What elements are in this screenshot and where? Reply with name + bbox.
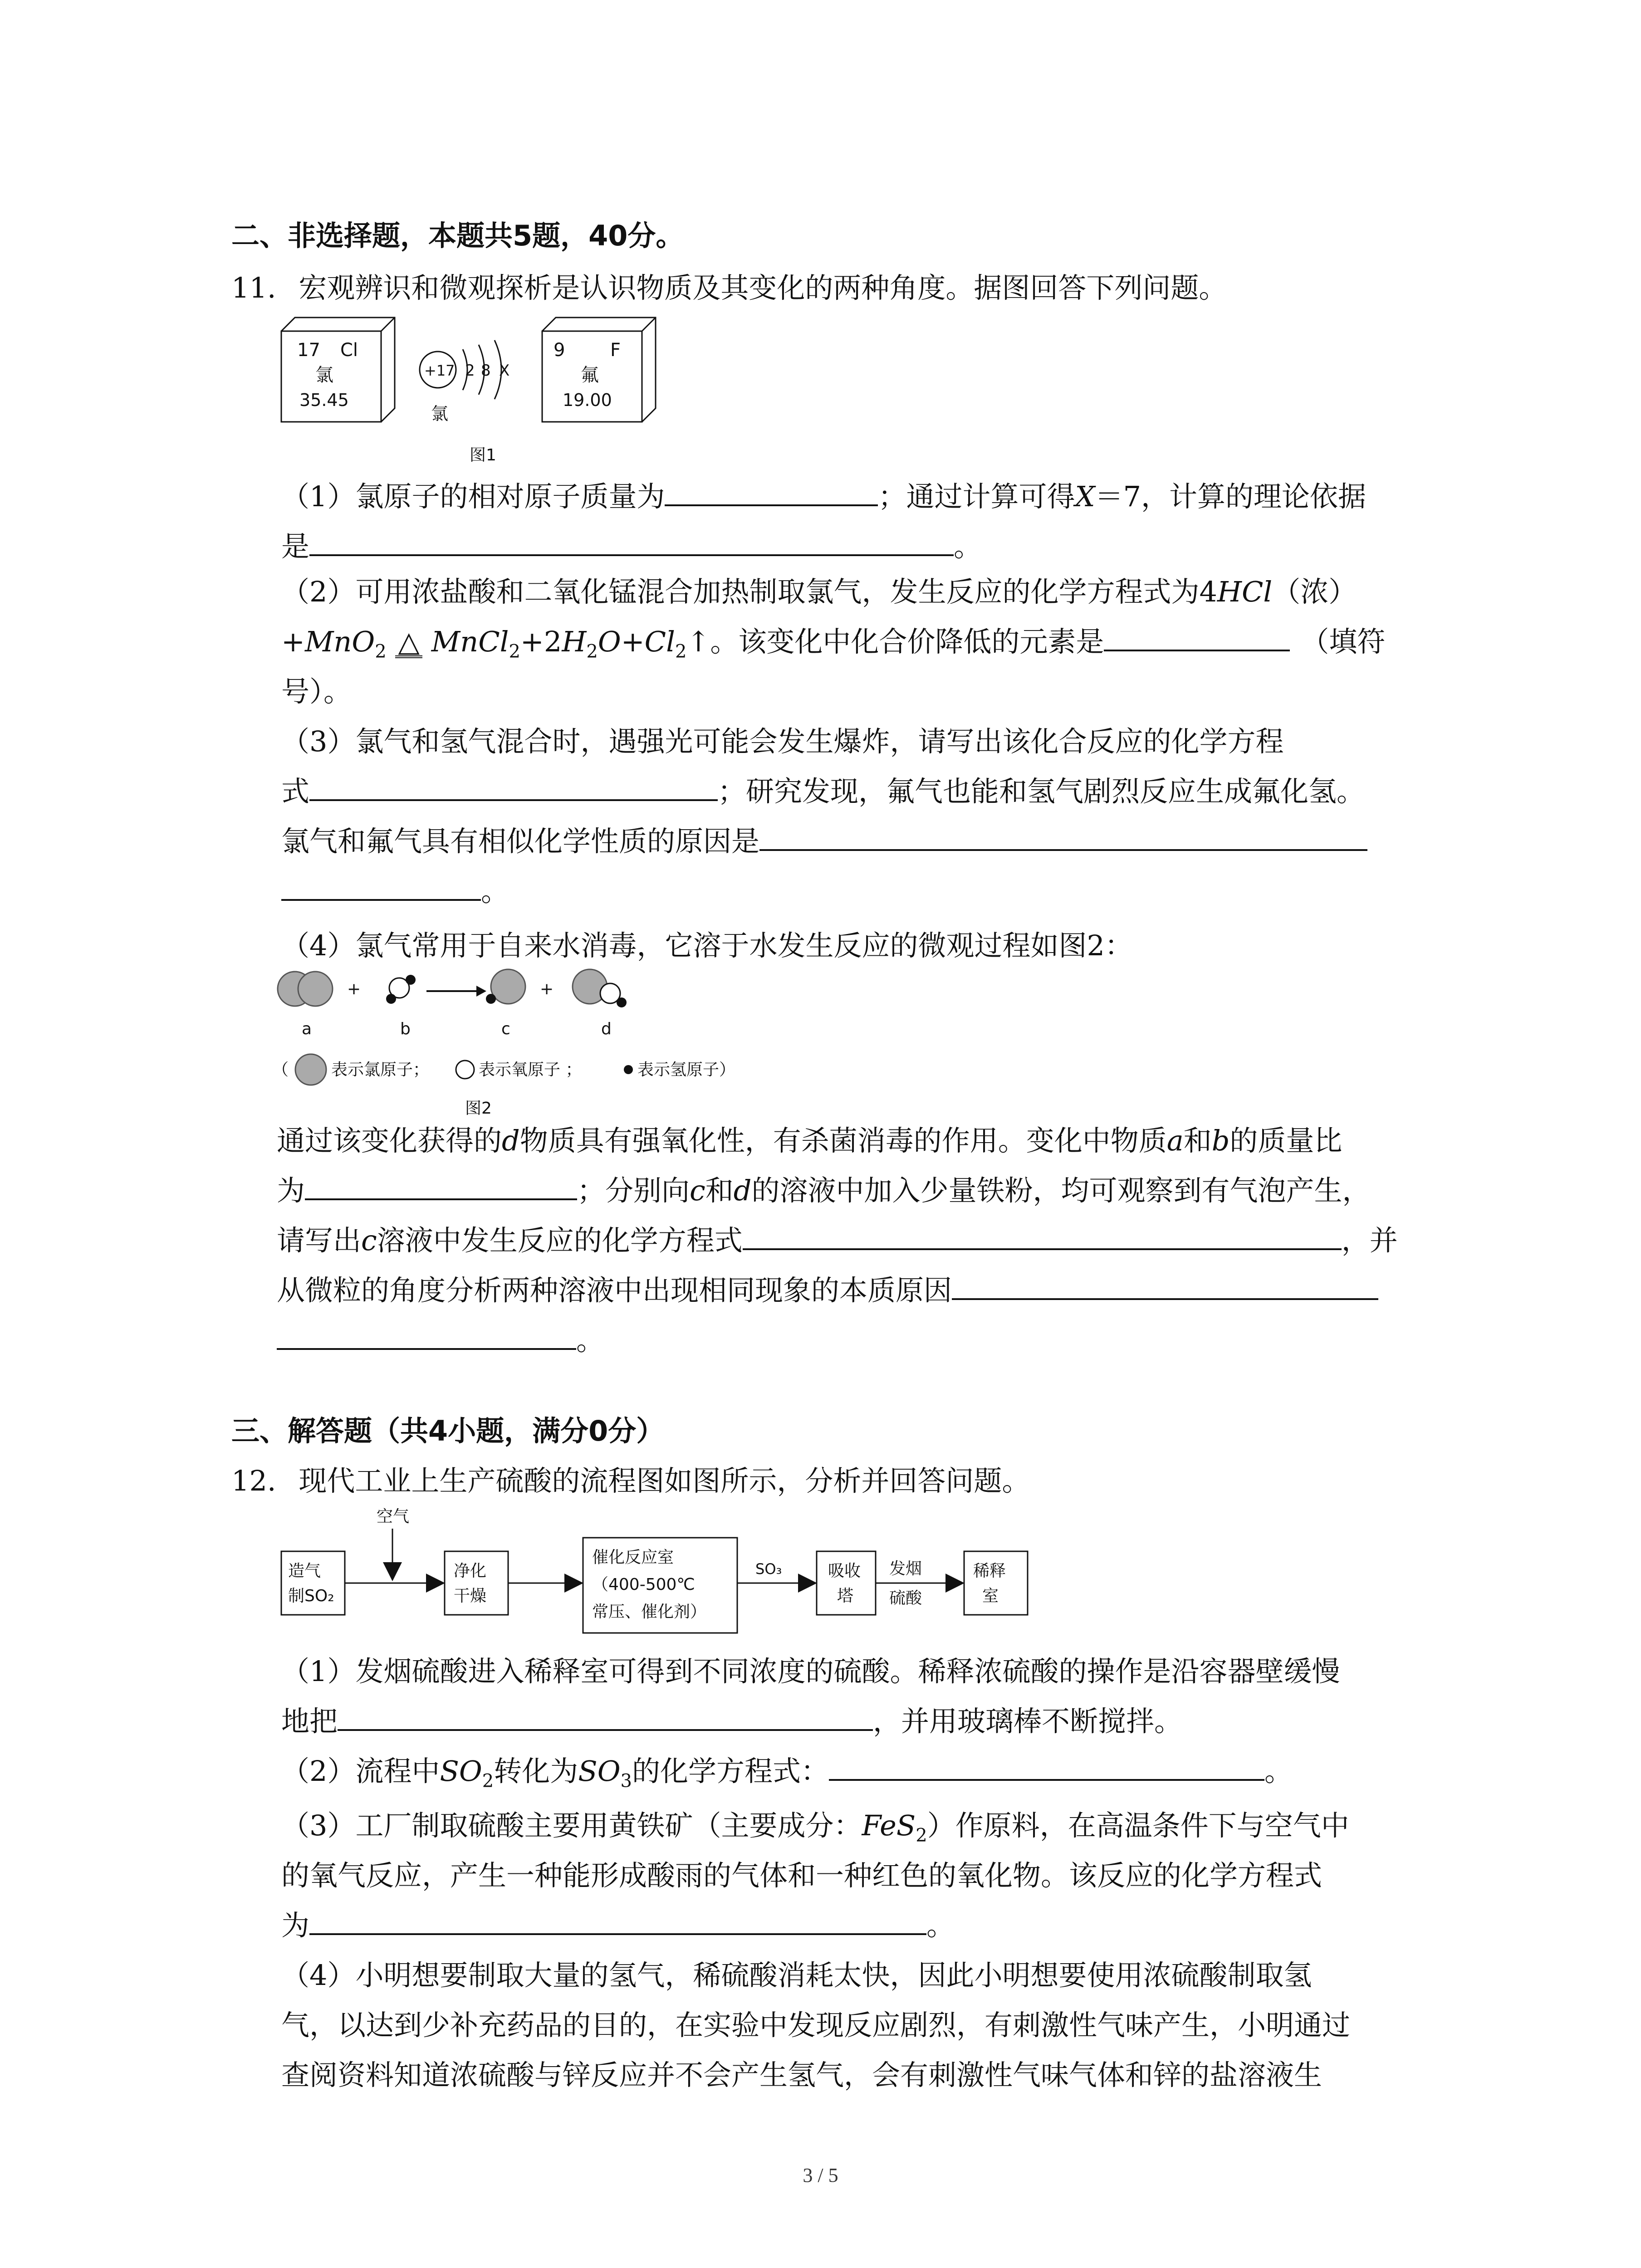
section3-heading: 三、解答题（共4小题，满分0分） [231, 1414, 665, 1447]
q11-p2-sub-1: 2 [375, 641, 387, 662]
q11-part3-line1: （3）氯气和氢气混合时，遇强光可能会发生爆炸，请写出该化合反应的化学方程 [281, 725, 1284, 758]
cl-atomic-mass: 35.45 [299, 390, 349, 410]
reaction-arrow [426, 986, 486, 997]
q11-p4-and-2: 和 [705, 1174, 734, 1207]
q11-p4-blank-3[interactable] [952, 1270, 1378, 1300]
molecule-c [486, 969, 525, 1004]
molecule-a [278, 972, 333, 1006]
f-element-cube [542, 318, 656, 422]
q12-p2-text-b: 转化为 [494, 1755, 578, 1788]
f-symbol: F [610, 340, 621, 361]
box3-line3: 常压、催化剂） [592, 1603, 707, 1621]
q11-p2-sub-2: 2 [509, 641, 520, 662]
atom-label: 氯 [431, 404, 449, 424]
q11-part3-line2 [281, 771, 1641, 812]
q11-p3-blank-2[interactable] [759, 821, 1367, 851]
q12-stem-line [231, 1461, 1641, 1501]
q11-p1-text-c: ＝7，计算的理论依据 [1095, 480, 1367, 513]
q11-p2-hcl: HCl [1217, 575, 1273, 608]
cl-atom-structure [420, 340, 509, 424]
q12-part3-line3 [281, 1905, 1641, 1946]
q12-number: 12. [231, 1464, 276, 1497]
q11-stem-line [231, 268, 1641, 308]
q11-p1-blank-2[interactable] [309, 526, 954, 556]
cl-element-cube [281, 318, 395, 422]
box5-line2: 室 [982, 1587, 999, 1605]
q11-p4-text-e3: ，并 [1341, 1224, 1398, 1257]
q12-p3-blank[interactable] [309, 1905, 926, 1935]
q11-p4-end: 。 [576, 1324, 605, 1357]
atom-shell-2: 8 [481, 362, 491, 380]
q12-part4-line2: 气，以达到少补充药品的目的，在实验中发现反应剧烈，有刺激性气味产生，小明通过 [281, 2009, 1351, 2042]
q12-p3-sub: 2 [916, 1825, 927, 1846]
atom-nucleus: +17 [424, 362, 455, 379]
q12-part4-line3: 查阅资料知道浓硫酸与锌反应并不会产生氢气，会有刺激性气味气体和锌的盐溶液生 [281, 2058, 1323, 2092]
fuming-label-2: 硫酸 [889, 1589, 922, 1608]
figure-2-caption: 图2 [465, 1099, 492, 1118]
q11-p2-sub-3: 2 [586, 641, 598, 662]
q12-part1-line2 [281, 1701, 1641, 1742]
legend-paren: （ [272, 1061, 289, 1079]
q11-p4-var-b: b [1211, 1124, 1230, 1157]
q12-p2-sub-3: 3 [620, 1770, 632, 1792]
q12-p1-blank[interactable] [338, 1701, 873, 1731]
q11-part4-line2 [277, 1120, 1641, 1161]
q12-part3-line1 [281, 1805, 1641, 1856]
q11-p4-var-d-2: d [733, 1174, 752, 1207]
q11-p2-cl: Cl [644, 625, 675, 658]
legend-hydrogen: 表示氢原子） [637, 1061, 736, 1079]
q11-part4-line5 [277, 1270, 1641, 1311]
sulfuric-acid-flow-diagram [272, 1501, 1053, 1651]
molecule-b [386, 975, 416, 1004]
flow-box-absorption-tower [817, 1551, 876, 1615]
q11-p2-mncl: MnCl [431, 625, 509, 658]
q12-p3-end: 。 [926, 1909, 955, 1942]
label-a: a [302, 1020, 312, 1038]
q11-part1-line2 [281, 526, 1641, 567]
q11-stem: 宏观辨识和微观探析是认识物质及其变化的两种角度。据图回答下列问题。 [299, 271, 1227, 304]
q11-part2-line3: 号）。 [281, 675, 352, 708]
q11-p2-h: H [562, 625, 587, 658]
box4-line2: 塔 [837, 1587, 854, 1605]
f-atomic-mass: 19.00 [563, 390, 612, 410]
flow-box-purification [445, 1551, 508, 1615]
q11-p4-text-c1: 为 [277, 1174, 305, 1207]
q11-p1-text-d: 是 [281, 530, 310, 563]
q11-p1-text-a: （1）氯原子的相对原子质量为 [281, 480, 665, 513]
q11-p1-var-x: X [1075, 480, 1095, 513]
q12-stem: 现代工业上生产硫酸的流程图如图所示，分析并回答问题。 [299, 1464, 1030, 1497]
q12-p2-so2: SO [440, 1755, 482, 1788]
q12-p3-text-d: 为 [281, 1909, 310, 1942]
flow-box-dilution-room [964, 1551, 1028, 1615]
q11-p4-text-c3: 的溶液中加入少量铁粉，均可观察到有气泡产生， [751, 1174, 1371, 1207]
q11-part4-line6 [277, 1320, 1641, 1361]
q12-part2-line [281, 1751, 1641, 1801]
q11-p4-text-e1: 请写出 [277, 1224, 362, 1257]
flow-box-gas-production [281, 1551, 345, 1615]
gas-arrow-icon: ↑ [686, 625, 710, 658]
label-b: b [400, 1020, 411, 1038]
q11-p2-blank[interactable] [1104, 621, 1290, 651]
q12-p1-text-b: 地把 [281, 1705, 338, 1738]
q11-p4-blank-1[interactable] [305, 1170, 577, 1200]
q11-p4-var-d: d [502, 1124, 520, 1157]
q11-p2-plus: + [281, 625, 305, 658]
q11-p2-text-g: （填符 [1301, 625, 1386, 658]
hydrogen-atom-icon [624, 1065, 633, 1074]
q12-part1-line1: （1）发烟硫酸进入稀释室可得到不同浓度的硫酸。稀释浓硫酸的操作是沿容器壁缓慢 [281, 1655, 1340, 1688]
q12-p2-sub-2: 2 [482, 1770, 494, 1792]
q11-p2-sub-4: 2 [675, 641, 687, 662]
q12-p2-blank[interactable] [829, 1751, 1264, 1781]
air-label: 空气 [377, 1507, 410, 1526]
q11-p3-blank-1[interactable] [309, 771, 718, 801]
box3-line2: （400-500℃ [592, 1575, 695, 1594]
q12-part3-line2: 的氧气反应，产生一种能形成酸雨的气体和一种红色的氧化物。该反应的化学方程式 [281, 1859, 1323, 1892]
box4-line1: 吸收 [828, 1562, 861, 1580]
q11-p4-var-a: a [1166, 1124, 1184, 1157]
q11-p1-end: 。 [954, 530, 982, 563]
q11-p4-blank-2[interactable] [743, 1220, 1342, 1250]
q11-part1-line1 [281, 476, 1641, 517]
q11-p4-blank-4[interactable] [277, 1320, 576, 1350]
q11-p2-text-a: （2）可用浓盐酸和二氧化锰混合加热制取氯气，发生反应的化学方程式为4 [281, 575, 1217, 608]
box1-line2: 制SO₂ [288, 1587, 334, 1605]
q12-p2-so3: SO [578, 1755, 621, 1788]
f-name: 氟 [581, 365, 599, 386]
label-d: d [601, 1020, 612, 1038]
q11-p1-blank-1[interactable] [665, 476, 878, 506]
q12-p2-end: 。 [1264, 1755, 1293, 1788]
q11-p2-o: O [598, 625, 621, 658]
q11-p2-mno2: MnO [304, 625, 375, 658]
legend-chlorine: 表示氯原子； [331, 1061, 430, 1079]
q11-p3-blank-3[interactable] [281, 871, 481, 901]
q11-number: 11. [231, 271, 276, 304]
q11-p4-text-f: 从微粒的角度分析两种溶液中出现相同现象的本质原因 [277, 1274, 952, 1307]
q11-p2-text-b: （浓） [1272, 575, 1357, 608]
cl-symbol: Cl [340, 340, 358, 361]
q11-p2-text-f: 。该变化中化合价降低的元素是 [710, 625, 1104, 658]
q11-part2-line1 [281, 572, 1641, 612]
atom-shell-1: 2 [465, 362, 475, 380]
q11-p4-text-b1: 通过该变化获得的 [277, 1124, 502, 1157]
chlorine-atom-icon [295, 1054, 326, 1085]
figure-1-caption: 图1 [470, 446, 496, 464]
q11-p2-text-d: +2 [520, 625, 562, 658]
label-c: c [501, 1020, 510, 1038]
q11-p2-plus-2: + [621, 625, 645, 658]
q12-part4-line1: （4）小明想要制取大量的氢气，稀硫酸消耗太快，因此小明想要使用浓硫酸制取氢 [281, 1959, 1312, 1992]
q11-p4-text-c2: ；分别向 [577, 1174, 690, 1207]
q11-part4-line4 [277, 1220, 1641, 1261]
q11-part3-line4 [281, 871, 1641, 912]
q11-p3-text-c: ；研究发现，氟气也能和氢气剧烈反应生成氟化氢。 [718, 775, 1365, 808]
figure-2 [272, 966, 817, 1120]
box2-line1: 净化 [454, 1562, 487, 1580]
plus-sign-2: + [540, 980, 554, 998]
plus-sign-1: + [347, 980, 361, 998]
box1-line1: 造气 [288, 1562, 321, 1580]
molecule-d [573, 969, 627, 1007]
q11-p3-end: 。 [481, 875, 509, 908]
q11-p3-text-b: 式 [281, 775, 310, 808]
oxygen-atom-icon [456, 1061, 474, 1079]
q11-part4-line1: （4）氯气常用于自来水消毒，它溶于水发生反应的微观过程如图2： [281, 929, 1133, 962]
q11-part3-line3 [281, 821, 1641, 862]
f-atomic-number: 9 [554, 340, 565, 361]
legend-oxygen: 表示氧原子 ； [479, 1061, 582, 1079]
box5-line1: 稀释 [973, 1562, 1006, 1580]
q11-p4-text-b2: 物质具有强氧化性，有杀菌消毒的作用。变化中物质 [519, 1124, 1167, 1157]
q11-part4-line3 [277, 1170, 1641, 1211]
figure-1 [277, 313, 685, 476]
box3-line1: 催化反应室 [592, 1548, 674, 1567]
q12-p1-text-c: ，并用玻璃棒不断搅拌。 [873, 1705, 1183, 1738]
atom-shell-3: X [499, 362, 510, 380]
flow-box-catalytic-reactor [583, 1538, 737, 1633]
q11-p2-heat-sign: △ [395, 628, 422, 658]
q11-p3-text-d: 氯气和氟气具有相似化学性质的原因是 [281, 825, 760, 858]
q11-p4-text-b3: 的质量比 [1230, 1124, 1342, 1157]
section2-heading: 二、非选择题，本题共5题，40分。 [231, 219, 684, 252]
q11-p4-var-c-2: c [361, 1224, 377, 1257]
q11-p4-and: 和 [1183, 1124, 1212, 1157]
fuming-label-1: 发烟 [889, 1559, 922, 1578]
cl-atomic-number: 17 [297, 340, 320, 361]
q12-p3-text-b: ）作原料，在高温条件下与空气中 [927, 1809, 1349, 1842]
q11-p1-text-b: ；通过计算可得 [878, 480, 1075, 513]
q12-p2-text-c: 的化学方程式： [632, 1755, 829, 1788]
q11-p4-text-e2: 溶液中发生反应的化学方程式 [377, 1224, 743, 1257]
q11-part2-line2 [281, 621, 1641, 672]
q12-p3-text-a: （3）工厂制取硫酸主要用黄铁矿（主要成分： [281, 1809, 862, 1842]
box2-line2: 干燥 [454, 1587, 487, 1605]
page-number: 3 / 5 [803, 2164, 838, 2186]
q12-p3-fes2: FeS [862, 1809, 916, 1842]
figure-2-legend [272, 1054, 735, 1085]
q11-p4-var-c: c [690, 1174, 705, 1207]
q12-p2-text-a: （2）流程中 [281, 1755, 440, 1788]
cl-name: 氯 [315, 365, 333, 386]
so3-label: SO₃ [755, 1560, 782, 1578]
